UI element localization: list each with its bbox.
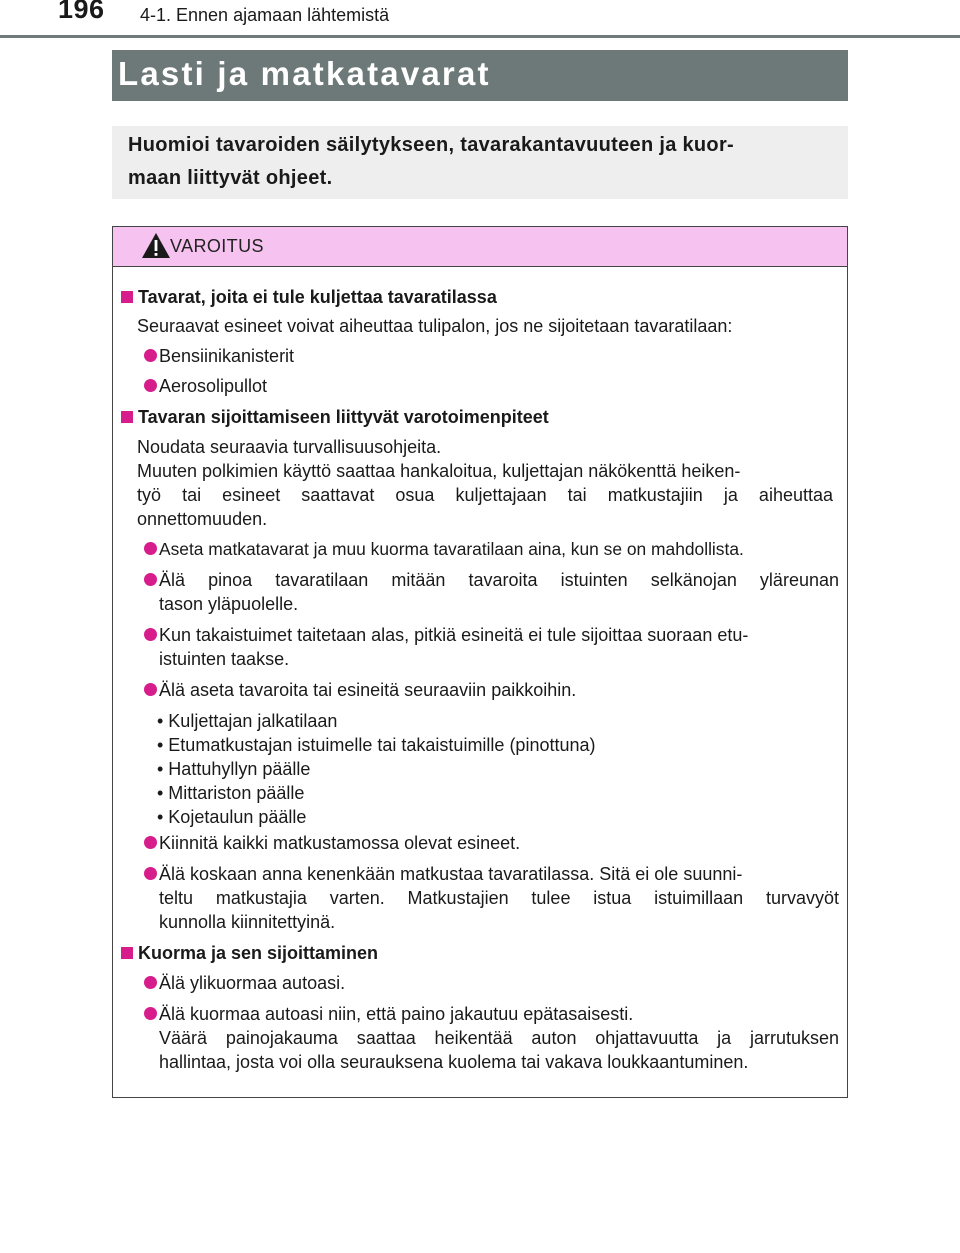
list-item-continuation: Väärä painojakauma saattaa heikentää auton ohjattavuutta ja jarrutuksen — [159, 1028, 839, 1048]
list-item: Aseta matkatavarat ja muu kuorma tavaratilaan aina, kun se on mahdollista. — [159, 539, 744, 559]
header-divider — [0, 35, 960, 38]
bullet-dot — [144, 379, 157, 392]
section-heading-2: Tavaran sijoittamiseen liittyvät varotoimenpiteet — [138, 407, 549, 427]
page-title-bar — [112, 50, 848, 101]
section-text-1: Seuraavat esineet voivat aiheuttaa tulipalon, jos ne sijoitetaan tavaratilaan: — [137, 316, 733, 336]
section-text-line: työ tai esineet saattavat osua kuljettajaan tai matkustajiin ja aiheuttaa — [137, 485, 833, 505]
section-marker — [121, 947, 133, 959]
page-number: 196 — [58, 0, 105, 24]
bullet-dot — [144, 349, 157, 362]
place-item: • Kuljettajan jalkatilaan — [157, 711, 338, 731]
bullet-dot — [144, 628, 157, 641]
warning-content — [113, 227, 847, 1097]
place-item: • Mittariston päälle — [157, 783, 305, 803]
list-item-continuation: hallintaa, josta voi olla seurauksena kuolema tai vakava loukkaantuminen. — [159, 1052, 749, 1072]
bullet-dot — [144, 867, 157, 880]
list-item-continuation: tason yläpuolelle. — [159, 594, 299, 614]
section-heading-3: Kuorma ja sen sijoittaminen — [138, 943, 379, 963]
intro-line-1: Huomioi tavaroiden säilytykseen, tavarakantavuuteen ja kuor- — [128, 134, 734, 156]
list-item: Älä ylikuormaa autoasi. — [159, 973, 346, 993]
bullet-dot — [144, 683, 157, 696]
list-item: Bensiinikanisterit — [159, 346, 295, 366]
warning-box — [112, 226, 848, 1098]
bullet-dot — [144, 836, 157, 849]
list-item: Älä pinoa tavaratilaan mitään tavaroita istuinten selkänojan yläreunan — [159, 570, 839, 590]
list-item-continuation: kunnolla kiinnitettyinä. — [159, 912, 336, 932]
place-item: • Hattuhyllyn päälle — [157, 759, 311, 779]
section-text-line: Noudata seuraavia turvallisuusohjeita. — [137, 437, 442, 457]
bullet-dot — [144, 542, 157, 555]
list-item: Älä kuormaa autoasi niin, että paino jakautuu epätasaisesti. — [159, 1004, 634, 1024]
warning-label: VAROITUS — [170, 236, 264, 256]
bullet-dot — [144, 976, 157, 989]
intro-box — [112, 126, 848, 199]
place-item: • Etumatkustajan istuimelle tai takaistuimille (pinottuna) — [157, 735, 596, 755]
section-heading-1: Tavarat, joita ei tule kuljettaa tavaratilassa — [138, 287, 497, 307]
list-item-continuation: istuinten taakse. — [159, 649, 290, 669]
bullet-dot — [144, 1007, 157, 1020]
section-text-line: onnettomuuden. — [137, 509, 268, 529]
list-item: Älä koskaan anna kenenkään matkustaa tavaratilassa. Sitä ei ole suunni- — [159, 864, 743, 884]
list-item: Älä aseta tavaroita tai esineitä seuraaviin paikkoihin. — [159, 680, 577, 700]
intro-text — [128, 129, 830, 195]
page-header — [0, 0, 960, 36]
list-item: Kun takaistuimet taitetaan alas, pitkiä esineitä ei tule sijoittaa suoraan etu- — [159, 625, 749, 645]
section-marker — [121, 291, 133, 303]
section-breadcrumb: 4-1. Ennen ajamaan lähtemistä — [140, 5, 390, 25]
list-item: Aerosolipullot — [159, 376, 268, 396]
section-text-line: Muuten polkimien käyttö saattaa hankaloitua, kuljettajan näkökenttä heiken- — [137, 461, 741, 481]
bullet-dot — [144, 573, 157, 586]
section-marker — [121, 411, 133, 423]
place-item: • Kojetaulun päälle — [157, 807, 307, 827]
list-item-continuation: teltu matkustajia varten. Matkustajien tulee istua istuimillaan turvavyöt — [159, 888, 839, 908]
list-item: Kiinnitä kaikki matkustamossa olevat esineet. — [159, 833, 521, 853]
intro-line-2: maan liittyvät ohjeet. — [128, 167, 333, 189]
page-title: Lasti ja matkatavarat — [118, 55, 491, 92]
